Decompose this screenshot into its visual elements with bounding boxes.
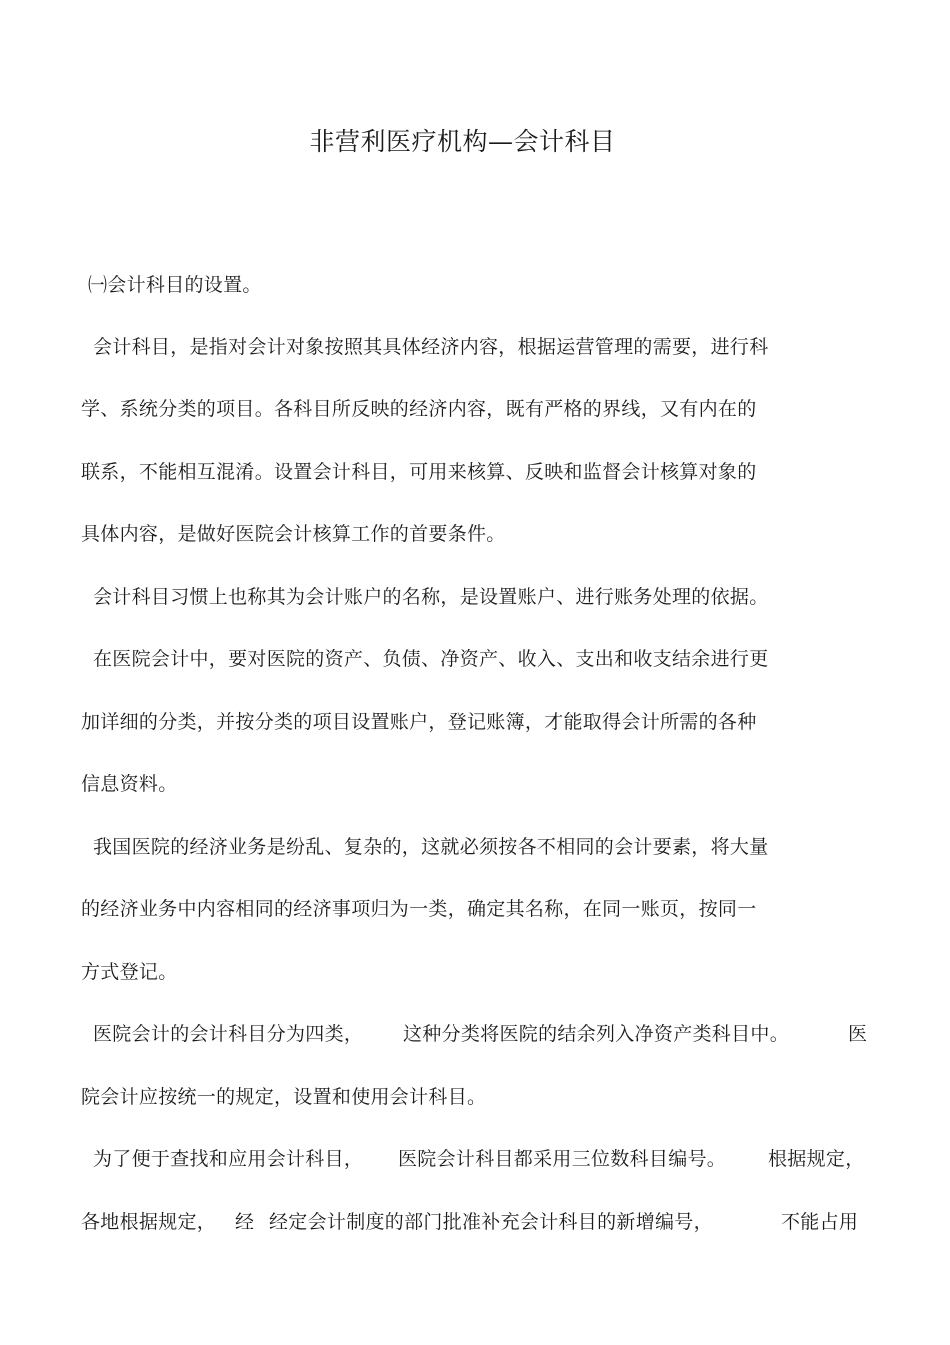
- paragraph-4-line-1: 我国医院的经济业务是纷乱、复杂的，这就必须按各不相同的会计要素，将大量: [93, 836, 769, 858]
- paragraph-1-line-1: 会计科目，是指对会计对象按照其具体经济内容，根据运营管理的需要，进行科: [93, 336, 769, 358]
- paragraph-3-line-3: 信息资料。: [81, 773, 178, 795]
- paragraph-4-line-3: 方式登记。: [81, 961, 178, 983]
- paragraph-4-line-2: 的经济业务中内容相同的经济事项归为一类，确定其名称，在同一账页，按同一: [81, 898, 757, 920]
- paragraph-6-line-2c: 经定会计制度的部门批准补充会计科目的新增编号，: [269, 1211, 713, 1233]
- paragraph-6-line-1c: 根据规定，: [768, 1148, 865, 1170]
- document-title: 非营利医疗机构—会计科目: [309, 127, 616, 156]
- paragraph-6-line-2b: 经: [235, 1211, 255, 1233]
- paragraph-3-line-2: 加详细的分类，并按分类的项目设置账户，登记账簿，才能取得会计所需的各种: [81, 711, 757, 733]
- paragraph-5-line-2: 院会计应按统一的规定，设置和使用会计科目。: [81, 1086, 487, 1108]
- paragraph-6-line-2d: 不能占用: [781, 1211, 859, 1233]
- paragraph-5-line-1b: 这种分类将医院的结余列入净资产类科目中。: [403, 1023, 790, 1045]
- paragraph-5-line-1a: 医院会计的会计科目分为四类，: [93, 1023, 364, 1045]
- section-heading: ㈠会计科目的设置。: [88, 274, 262, 296]
- paragraph-1-line-4: 具体内容，是做好医院会计核算工作的首要条件。: [81, 523, 506, 545]
- paragraph-1-line-2: 学、系统分类的项目。各科目所反映的经济内容，既有严格的界线，又有内在的: [81, 398, 757, 420]
- paragraph-5-line-1c: 医: [848, 1023, 868, 1045]
- paragraph-6-line-2a: 各地根据规定，: [81, 1211, 217, 1233]
- paragraph-3-line-1: 在医院会计中，要对医院的资产、负债、净资产、收入、支出和收支结余进行更: [93, 648, 769, 670]
- paragraph-1-line-3: 联系，不能相互混淆。设置会计科目，可用来核算、反映和监督会计核算对象的: [81, 461, 757, 483]
- paragraph-6-line-1b: 医院会计科目都采用三位数科目编号。: [398, 1148, 727, 1170]
- paragraph-2-line-1: 会计科目习惯上也称其为会计账户的名称，是设置账户、进行账务处理的依据。: [93, 586, 769, 608]
- paragraph-6-line-1a: 为了便于查找和应用会计科目，: [93, 1148, 364, 1170]
